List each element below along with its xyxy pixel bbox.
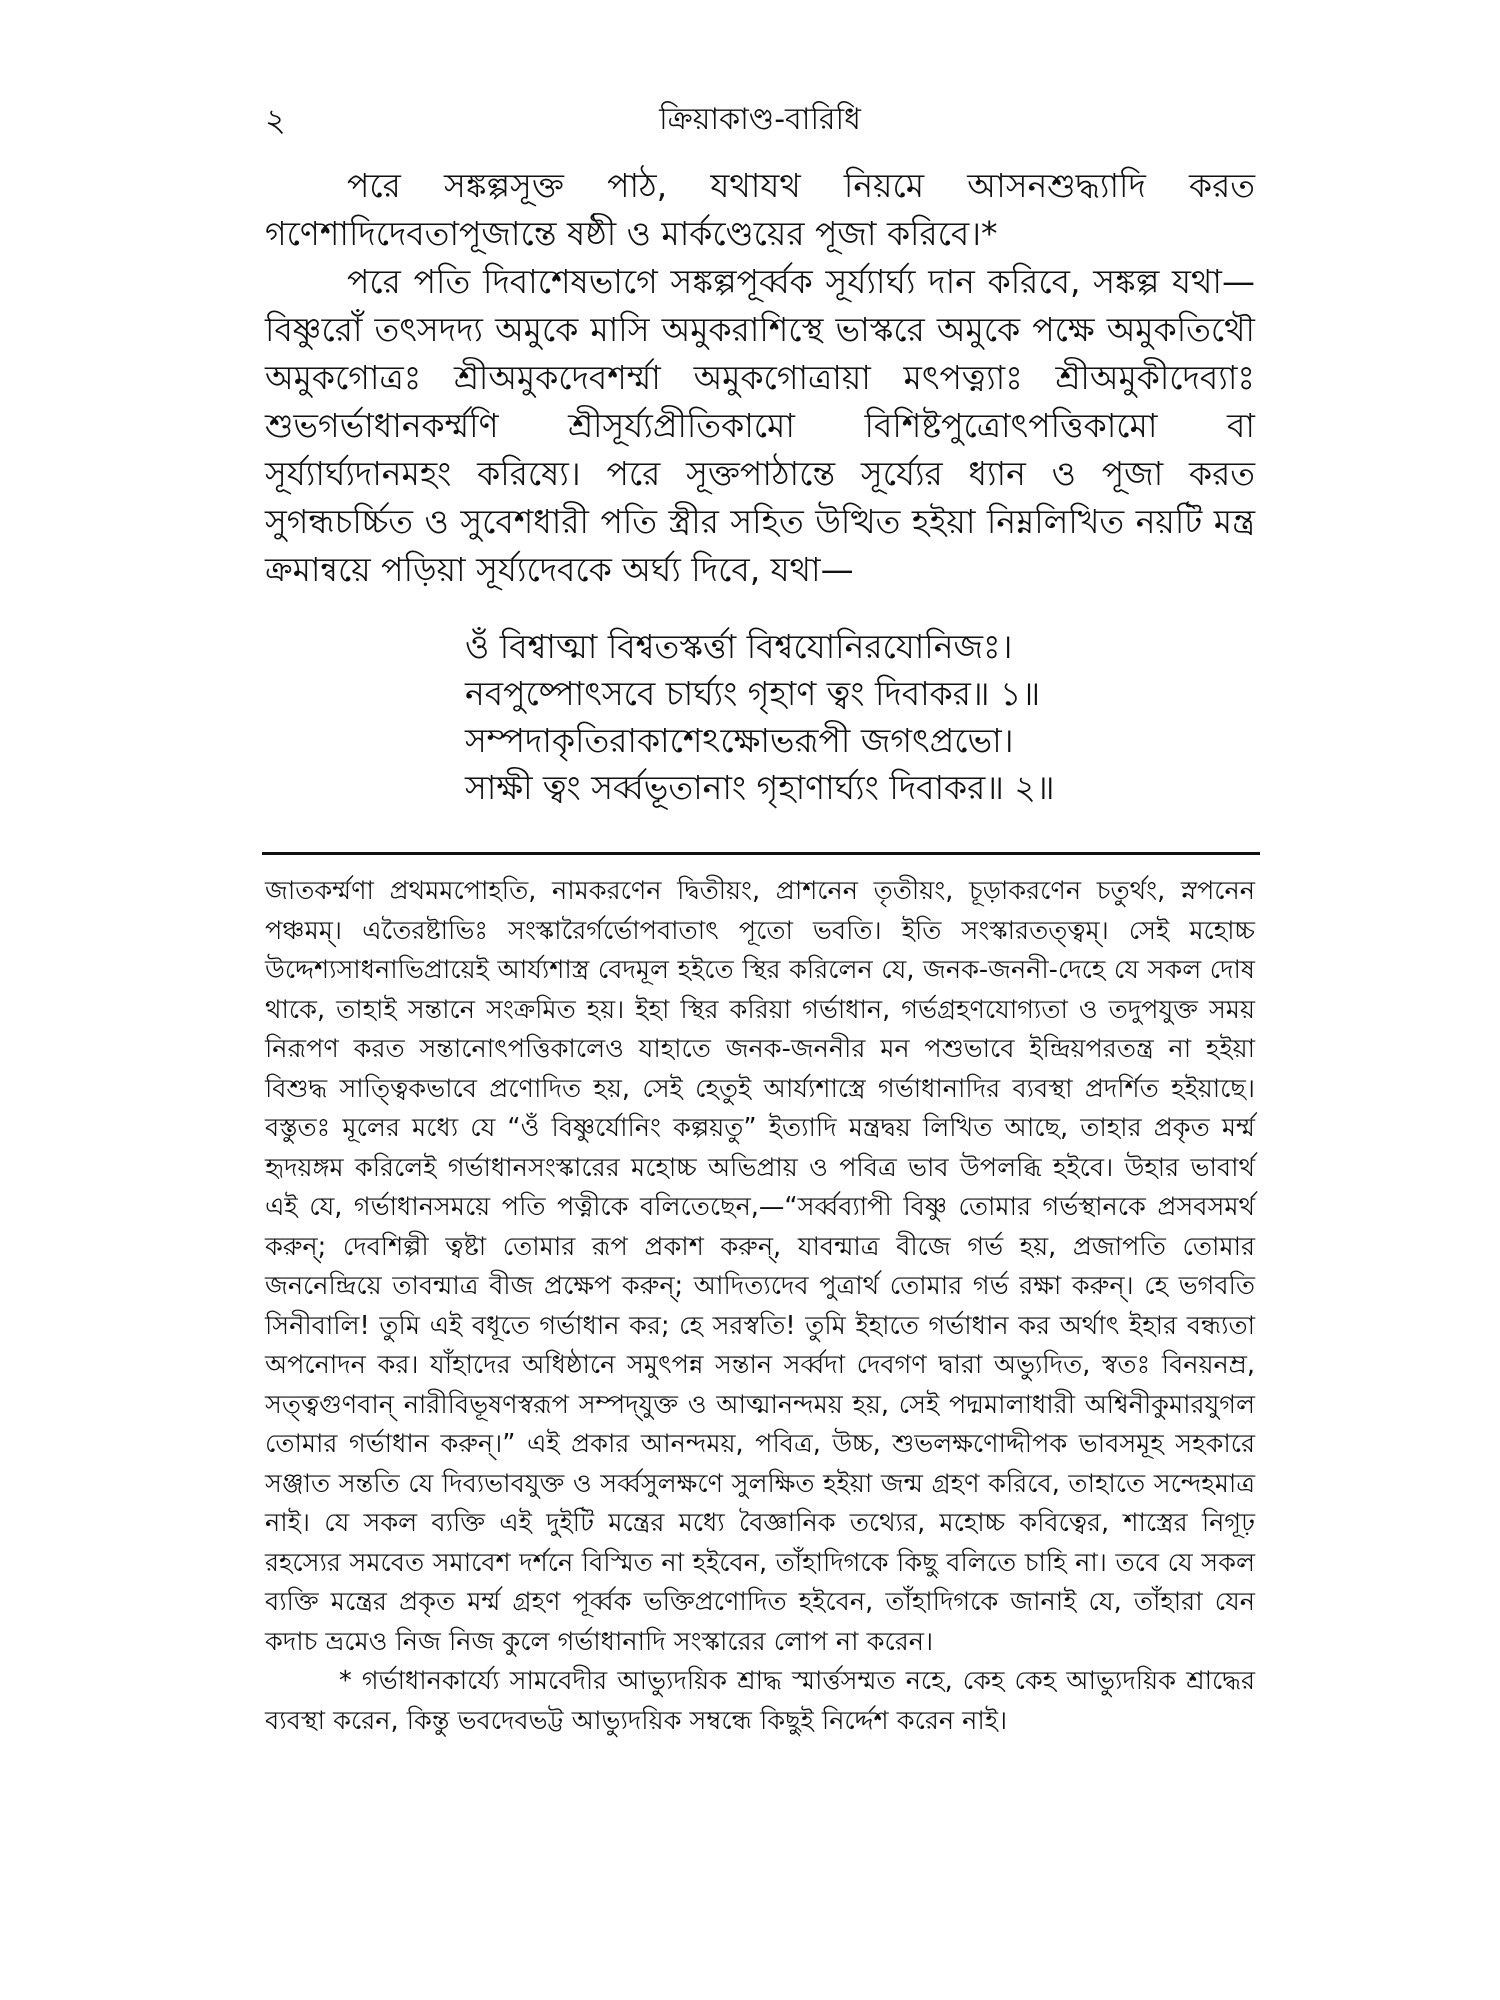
footnote-paragraph-1: জাতকর্ম্মণা প্রথমমপোহতি, নামকরণেন দ্বিতীয়ং, প্রাশনেন তৃতীয়ং, চূড়াকরণেন চতুর্থং, স্নপনেন পঞ্চমম্। এতৈরষ্টাভিঃ সংস্কারৈর্গর্ভোপবাতাৎ পূতো ভবতি। ইতি সংস্কারতত্ত্বম্। সেই মহোচ্চ উদ্দেশ্যসাধনাভিপ্রায়েই আর্য্যশাস্ত্র বেদমূল হইতে স্থির করিলেন যে, জনক-জননী-দেহে যে সকল দোষ থাকে, তাহাই সন্তানে সংক্রমিত হয়। ইহা স্থির করিয়া গর্ভাধান, গর্ভগ্রহণযোগ্যতা ও তদুপযুক্ত সময় নিরূপণ করত সন্তানোৎপত্তিকালেও যাহাতে জনক-জননীর মন পশুভাবে ইন্দ্রিয়পরতন্ত্র না হইয়া বিশুদ্ধ সাত্ত্বিকভাবে প্রণোদিত হয়, সেই হেতুই আর্য্যশাস্ত্রে গর্ভাধানাদির ব্যবস্থা প্রদর্শিত হইয়াছে। বস্তুতঃ মূলের মধ্যে যে “ওঁ বিষ্ণুর্যোনিং কল্পয়তু” ইত্যাদি মন্ত্রদ্বয় লিখিত আছে, তাহার প্রকৃত মর্ম্ম হৃদয়ঙ্গম করিলেই গর্ভাধানসংস্কারের মহোচ্চ অভিপ্রায় ও পবিত্র ভাব উপলব্ধি হইবে। উহার ভাবার্থ এই যে, গর্ভাধানসময়ে পতি পত্নীকে বলিতেছেন,—“সর্ব্বব্যাপী বিষ্ণু তোমার গর্ভস্থানকে প্রসবসমর্থ করুন্; দেবশিল্পী ত্বষ্টা তোমার রূপ প্রকাশ করুন্, যাবন্মাত্র বীজে গর্ভ হয়, প্রজাপতি তোমার জননেন্দ্রিয়ে তাবন্মাত্র বীজ প্রক্ষেপ করুন্; আদিত্যদেব পুত্রার্থ তোমার গর্ভ রক্ষা করুন্। হে ভগবতি সিনীবালি! তুমি এই বধূতে গর্ভাধান কর; হে সরস্বতি! তুমি ইহাতে গর্ভাধান কর অর্থাৎ ইহার বন্ধ্যতা অপনোদন কর। যাঁহাদের অধিষ্ঠানে সমুৎপন্ন সন্তান সর্ব্বদা দেবগণ দ্বারা অভ্যুদিত, স্বতঃ বিনয়নম্র, সত্ত্বগুণবান্ নারীবিভূষণস্বরূপ সম্পদ্‌যুক্ত ও আত্মানন্দময় হয়, সেই পদ্মমালাধারী অশ্বিনীকুমারযুগল তোমার গর্ভাধান করুন্।” এই প্রকার আনন্দময়, পবিত্র, উচ্চ, শুভলক্ষণোদ্দীপক ভাবসমূহ সহকারে সঞ্জাত সন্ততি যে দিব্যভাবযুক্ত ও সর্ব্বসুলক্ষণে সুলক্ষিত হইয়া জন্ম গ্রহণ করিবে, তাহাতে সন্দেহমাত্র নাই। যে সকল ব্যক্তি এই দুইটি মন্ত্রের মধ্যে বৈজ্ঞানিক তথ্যের, মহোচ্চ কবিত্বের, শাস্ত্রের নিগূঢ় রহস্যের সমবেত সমাবেশ দর্শনে বিস্মিত না হইবেন, তাঁহাদিগকে কিছু বলিতে চাহি না। তবে যে সকল ব্যক্তি মন্ত্রের প্রকৃত মর্ম্ম গ্রহণ পূর্ব্বক ভক্তিপ্রণোদিত হইবেন, তাঁহাদিগকে জানাই যে, তাঁহারা যেন কদাচ ভ্রমেও নিজ নিজ কুলে গর্ভাধানাদি সংস্কারের লোপ না করেন। <box>265 876 1255 1657</box>
footnote-asterisk-note: * গর্ভাধানকার্য্যে সামবেদীর আভ্যুদয়িক শ্রাদ্ধ স্মার্ত্তসম্মত নহে, কেহ কেহ আভ্যুদয়িক শ্রাদ্ধের ব্যবস্থা করেন, কিন্তু ভবদেবভট্ট আভ্যুদয়িক সম্বন্ধে কিছুই নির্দ্দেশ করেন নাই। <box>265 1666 1255 1736</box>
verse-line-4: সাক্ষী ত্বং সর্ব্বভূতানাং গৃহাণার্ঘ্যং দিবাকর॥ ২॥ <box>465 768 1055 807</box>
verse-block <box>465 623 1225 811</box>
main-text <box>265 162 1255 594</box>
page-number: ২ <box>265 101 286 139</box>
main-paragraph-2: পরে পতি দিবাশেষভাগে সঙ্কল্পপূর্ব্বক সূর্য্যার্ঘ্য দান করিবে, সঙ্কল্প যথা— বিষ্ণুরোঁ তৎসদদ্য অমুকে মাসি অমুকরাশিস্থে ভাস্করে অমুকে পক্ষে অমুকতিথৌ অমুকগোত্রঃ শ্রীঅমুকদেবশর্ম্মা অমুকগোত্রায়া মৎপত্ন্যাঃ শ্রীঅমুকীদেব্যাঃ শুভগর্ভাধানকর্ম্মণি শ্রীসূর্য্যপ্রীতিকামো বিশিষ্টপুত্রোৎপত্তিকামো বা সূর্য্যার্ঘ্যদানমহং করিষ্যে। পরে সূক্তপাঠান্তে সূর্য্যের ধ্যান ও পূজা করত সুগন্ধচর্চ্চিত ও সুবেশধারী পতি স্ত্রীর সহিত উত্থিত হইয়া নিম্নলিখিত নয়টি মন্ত্র ক্রমান্বয়ে পড়িয়া সূর্য্যদেবকে অর্ঘ্য দিবে, যথা— <box>265 262 1255 589</box>
footnote-divider <box>262 852 1260 855</box>
verse-line-2: নবপুষ্পোৎসবে চার্ঘ্যং গৃহাণ ত্বং দিবাকর॥ ১॥ <box>465 674 1041 713</box>
main-paragraph-1: পরে সঙ্কল্পসূক্ত পাঠ, যথাযথ নিয়মে আসনশুদ্ধ্যাদি করত গণেশাদিদেবতাপূজান্তে ষষ্ঠী ও মার্কণ্ডেয়ের পূজা করিবে।* <box>265 166 1255 253</box>
page-header <box>265 96 1255 144</box>
footnote-text <box>265 872 1255 1741</box>
verse-line-1: ওঁ বিশ্বাত্মা বিশ্বতস্কর্ত্তা বিশ্বযোনিরযোনিজঃ। <box>465 627 1013 666</box>
running-title: ক্রিয়াকাণ্ড-বারিধি <box>659 102 861 137</box>
verse-line-3: সম্পদাকৃতিরাকাশেঽক্ষোভরূপী জগৎপ্রভো। <box>465 721 1014 760</box>
